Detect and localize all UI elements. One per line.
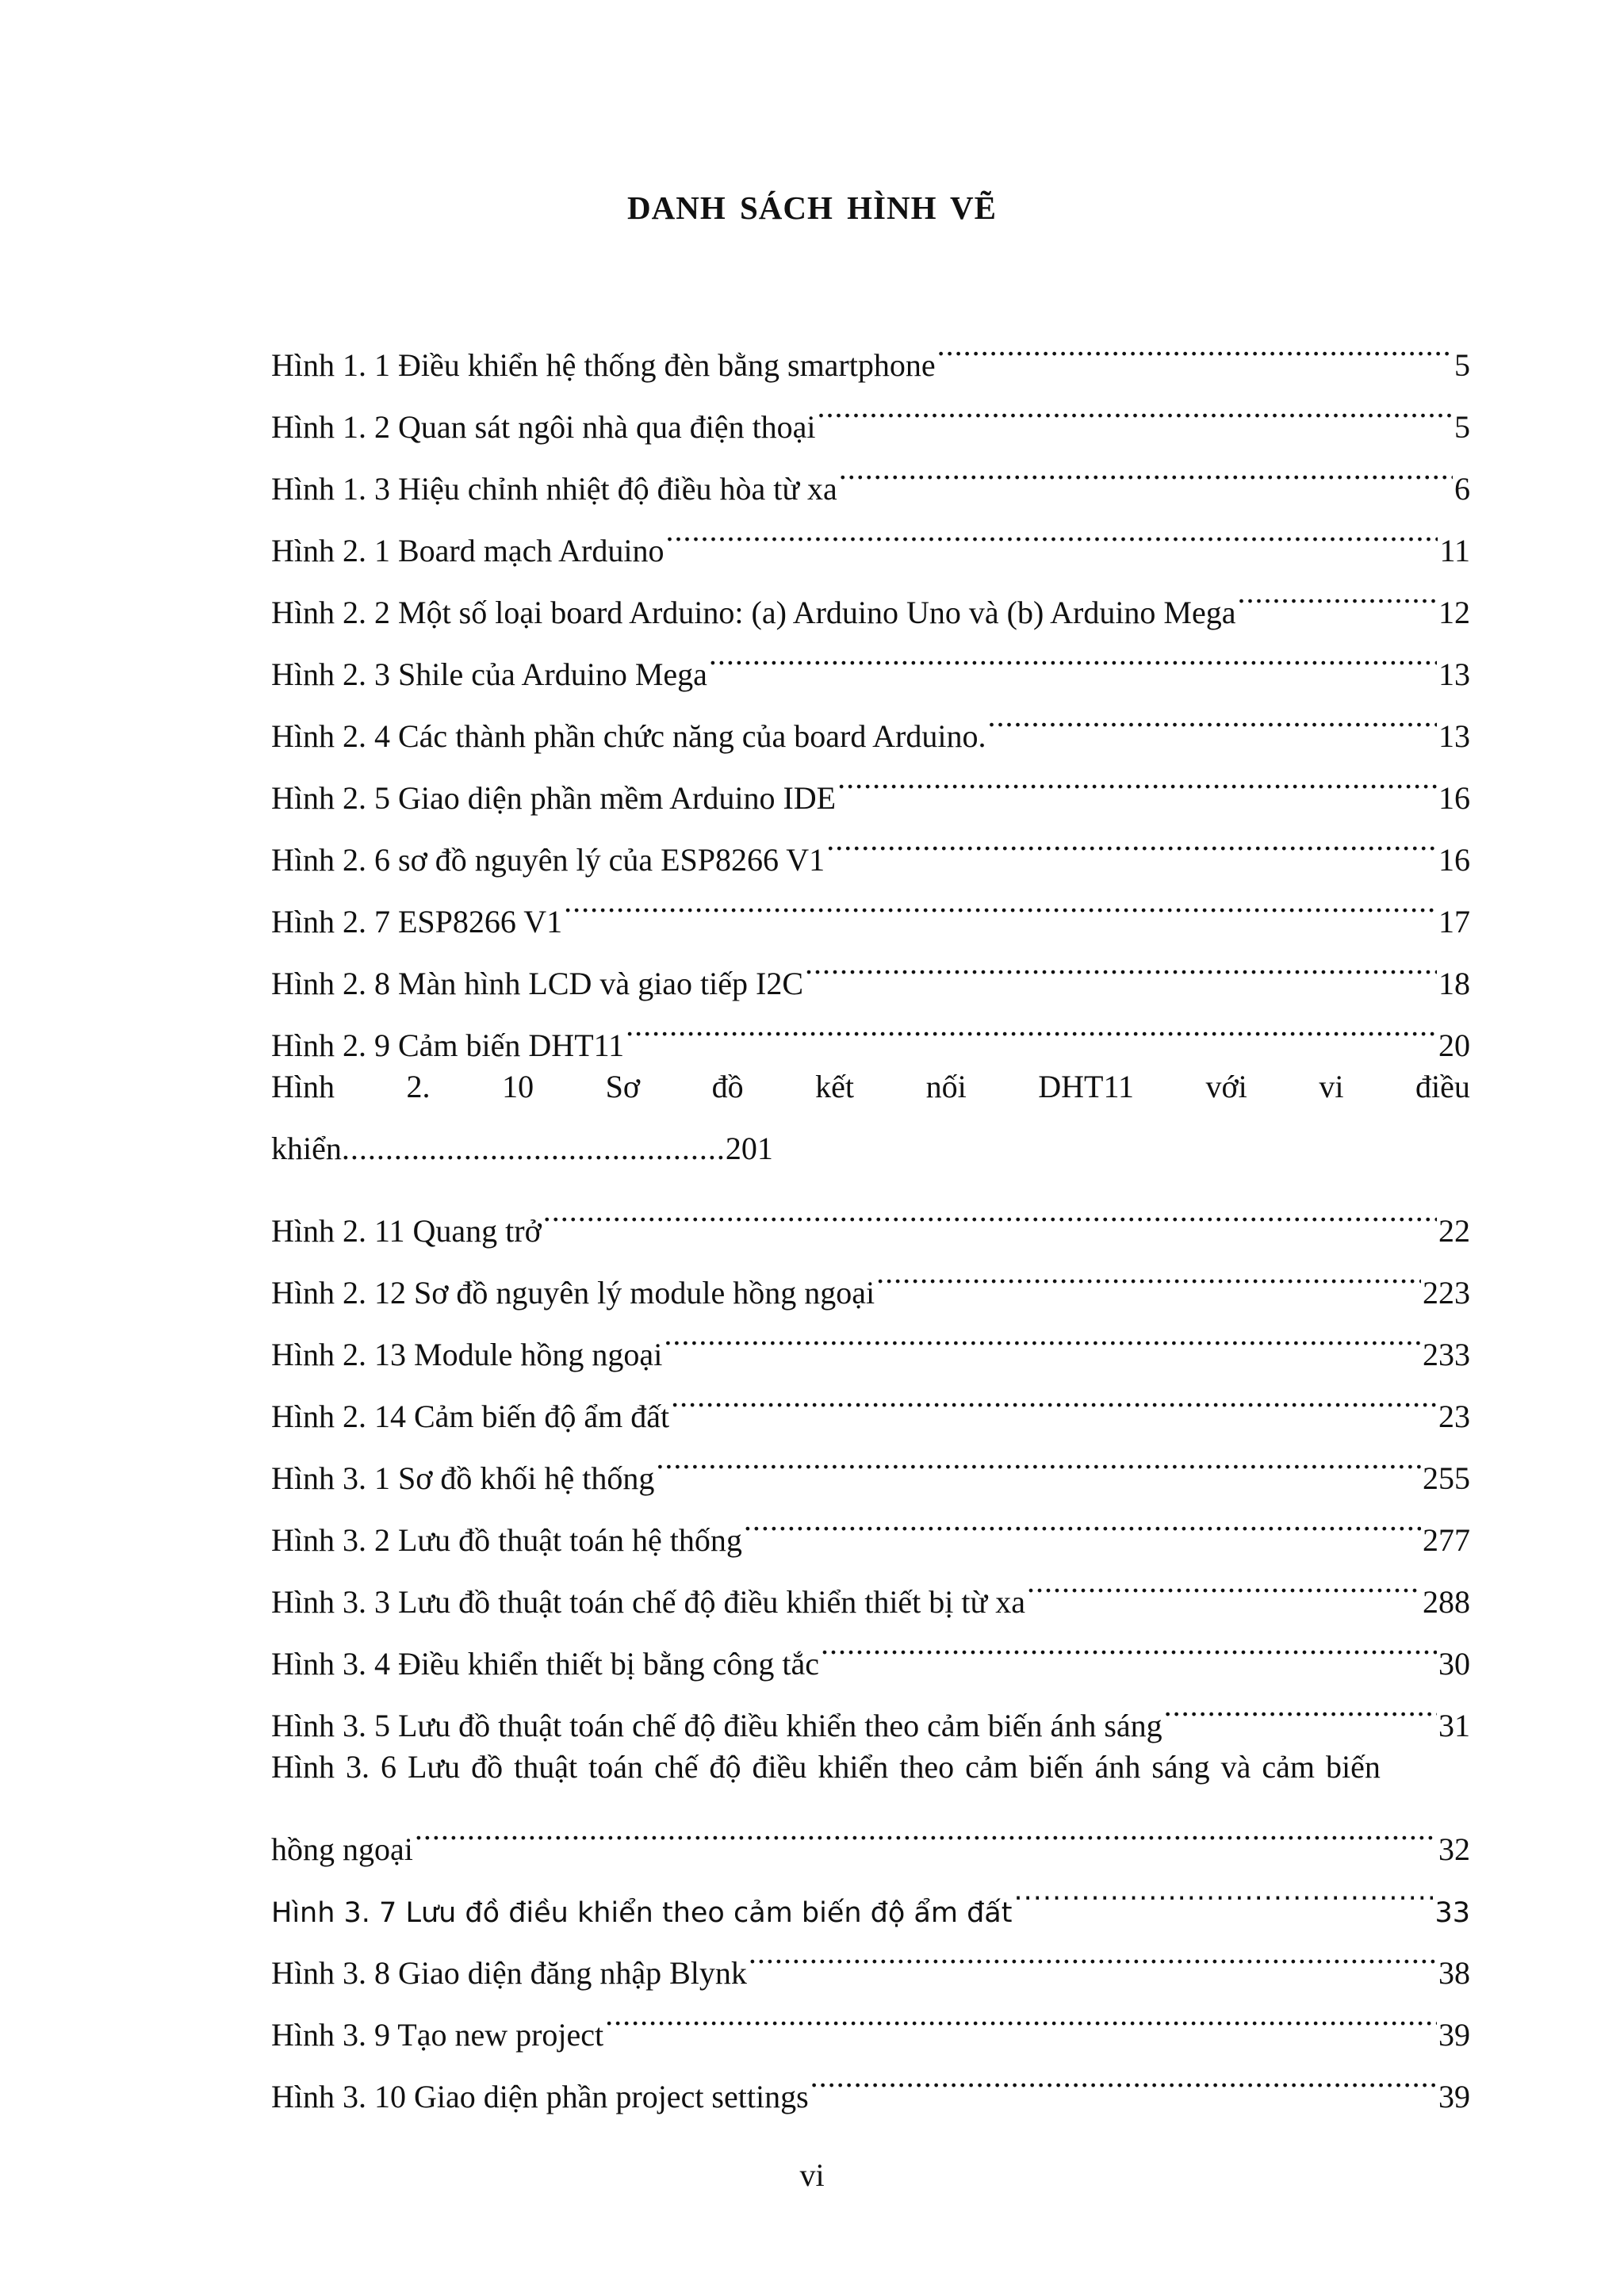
- dot-leader: [810, 2045, 1437, 2107]
- dot-leader: [415, 1798, 1437, 1860]
- entry-page-number: 12: [1438, 595, 1470, 630]
- dot-leader: [1164, 1674, 1437, 1736]
- entry-page-number: 38: [1438, 1955, 1470, 1991]
- list-item[interactable]: [271, 314, 1470, 383]
- word: với: [1205, 1069, 1247, 1104]
- entry-page-number: 39: [1438, 2017, 1470, 2053]
- figure-list: [271, 314, 1470, 2114]
- entry-label: Hình 2. 5 Giao diện phần mềm Arduino IDE: [271, 780, 837, 816]
- list-item[interactable]: [271, 1180, 1470, 1249]
- dot-leader: [664, 1303, 1421, 1365]
- continuation-line: [271, 1798, 1470, 1867]
- dot-leader: [1013, 1860, 1433, 1922]
- entry-label-continuation: hồng ngoại: [271, 1831, 413, 1867]
- entry-page-number: 288: [1423, 1584, 1470, 1620]
- dot-leader: [839, 438, 1453, 499]
- entry-label: Hình 2. 11 Quang trở: [271, 1213, 542, 1249]
- entry-page-number: 201: [725, 1131, 773, 1166]
- entry-label: Hình 2. 1 Board mạch Arduino: [271, 533, 665, 568]
- dot-leader: [671, 1365, 1437, 1427]
- word: 10: [502, 1069, 534, 1104]
- entry-page-number: 277: [1423, 1522, 1470, 1558]
- entry-page-number: 16: [1438, 780, 1470, 816]
- entry-label: Hình 2. 2 Một số loại board Arduino: (a) Arduino Uno và (b) Arduino Mega: [271, 595, 1236, 630]
- dot-leader: [626, 994, 1437, 1056]
- entry-page-number: 13: [1438, 718, 1470, 754]
- entry-label: Hình 3. 2 Lưu đồ thuật toán hệ thống: [271, 1522, 742, 1558]
- entry-label: Hình 1. 2 Quan sát ngôi nhà qua điện thoại: [271, 409, 816, 445]
- dot-leader: [543, 1180, 1437, 1242]
- dot-leader: [666, 499, 1438, 561]
- page-title: DANH SÁCH HÌNH VẼ: [627, 189, 997, 226]
- entry-label: Hình 2. 12 Sơ đồ nguyên lý module hồng ngoại: [271, 1275, 875, 1311]
- word: Hình: [271, 1069, 335, 1104]
- entry-label-line: Hình 3. 6 Lưu đồ thuật toán chế độ điều khiển theo cảm biến ánh sáng và cảm biến: [271, 1749, 1381, 1785]
- dot-leader: [937, 314, 1453, 376]
- dot-leader: [709, 623, 1437, 685]
- entry-label: Hình 3. 3 Lưu đồ thuật toán chế độ điều khiển thiết bị từ xa: [271, 1584, 1025, 1620]
- dot-leader: [744, 1489, 1421, 1551]
- entry-label: Hình 2. 8 Màn hình LCD và giao tiếp I2C: [271, 966, 804, 1001]
- entry-page-number: 5: [1454, 409, 1470, 445]
- word: đồ: [711, 1069, 744, 1104]
- dot-leader: [1027, 1551, 1421, 1613]
- list-item[interactable]: [271, 1736, 1470, 1867]
- entry-page-number: 39: [1438, 2079, 1470, 2114]
- entry-page-number: 16: [1438, 842, 1470, 878]
- entry-page-number: 5: [1454, 347, 1470, 383]
- dot-leader: [987, 685, 1437, 747]
- entry-label: Hình 3. 9 Tạo new project: [271, 2017, 604, 2053]
- word: vi: [1319, 1069, 1344, 1104]
- entry-label: Hình 3. 10 Giao diện phần project settings: [271, 2079, 809, 2114]
- entry-page-number: 223: [1423, 1275, 1470, 1311]
- entry-label: Hình 3. 5 Lưu đồ thuật toán chế độ điều khiển theo cảm biến ánh sáng: [271, 1708, 1162, 1743]
- entry-page-number: 23: [1438, 1399, 1470, 1434]
- dot-leader: [605, 1984, 1437, 2045]
- entry-page-number: 31: [1438, 1708, 1470, 1743]
- entry-page-number: 6: [1454, 471, 1470, 507]
- entry-label: Hình 1. 1 Điều khiển hệ thống đèn bằng smartphone: [271, 347, 936, 383]
- entry-page-number: 13: [1438, 656, 1470, 692]
- continuation-line: [271, 1118, 1470, 1180]
- entry-label: Hình 1. 3 Hiệu chỉnh nhiệt độ điều hòa từ xa: [271, 471, 837, 507]
- dot-leader: ............................................: [341, 1131, 726, 1166]
- entry-page-number: 33: [1434, 1897, 1470, 1929]
- dot-leader: [1238, 561, 1437, 623]
- entry-label: Hình 2. 6 sơ đồ nguyên lý của ESP8266 V1: [271, 842, 825, 878]
- dot-leader: [837, 747, 1437, 809]
- entry-label: Hình 2. 7 ESP8266 V1: [271, 904, 563, 939]
- entry-label: Hình 2. 4 Các thành phần chức năng của board Arduino.: [271, 718, 986, 754]
- entry-label: Hình 2. 14 Cảm biến độ ẩm đất: [271, 1399, 670, 1434]
- entry-page-number: 22: [1438, 1213, 1470, 1249]
- entry-label: Hình 3. 8 Giao diện đăng nhập Blynk: [271, 1955, 747, 1991]
- list-item[interactable]: [271, 1860, 1470, 1929]
- dot-leader: [818, 376, 1453, 438]
- entry-label-continuation: khiển: [271, 1131, 342, 1166]
- dot-leader: [826, 809, 1437, 871]
- entry-page-number: 233: [1423, 1337, 1470, 1372]
- dot-leader: [876, 1242, 1421, 1303]
- word: DHT11: [1038, 1069, 1134, 1104]
- word: điều: [1415, 1069, 1470, 1104]
- dot-leader: [564, 871, 1437, 932]
- entry-page-number: 18: [1438, 966, 1470, 1001]
- entry-page-number: 30: [1438, 1646, 1470, 1682]
- entry-label: Hình 2. 9 Cảm biến DHT11: [271, 1027, 625, 1063]
- entry-page-number: 17: [1438, 904, 1470, 939]
- entry-label: Hình 3. 4 Điều khiển thiết bị bằng công tắc: [271, 1646, 819, 1682]
- entry-page-number: 11: [1439, 533, 1470, 568]
- entry-label: Hình 2. 13 Module hồng ngoại: [271, 1337, 663, 1372]
- dot-leader: [805, 932, 1437, 994]
- dot-leader: [749, 1922, 1437, 1984]
- word: Sơ: [605, 1069, 641, 1104]
- entry-label: Hình 3. 7 Lưu đồ điều khiển theo cảm biến độ ẩm đất: [271, 1897, 1013, 1929]
- word: nối: [925, 1069, 967, 1104]
- entry-page-number: 20: [1438, 1027, 1470, 1063]
- word: kết: [815, 1069, 855, 1104]
- entry-label: Hình 2. 3 Shile của Arduino Mega: [271, 656, 707, 692]
- entry-page-number: 255: [1423, 1460, 1470, 1496]
- word: 2.: [406, 1069, 431, 1104]
- dot-leader: [656, 1427, 1421, 1489]
- entry-page-number: 32: [1438, 1831, 1470, 1867]
- entry-label: Hình 3. 1 Sơ đồ khối hệ thống: [271, 1460, 655, 1496]
- dot-leader: [821, 1613, 1437, 1674]
- page-number: vi: [799, 2157, 825, 2193]
